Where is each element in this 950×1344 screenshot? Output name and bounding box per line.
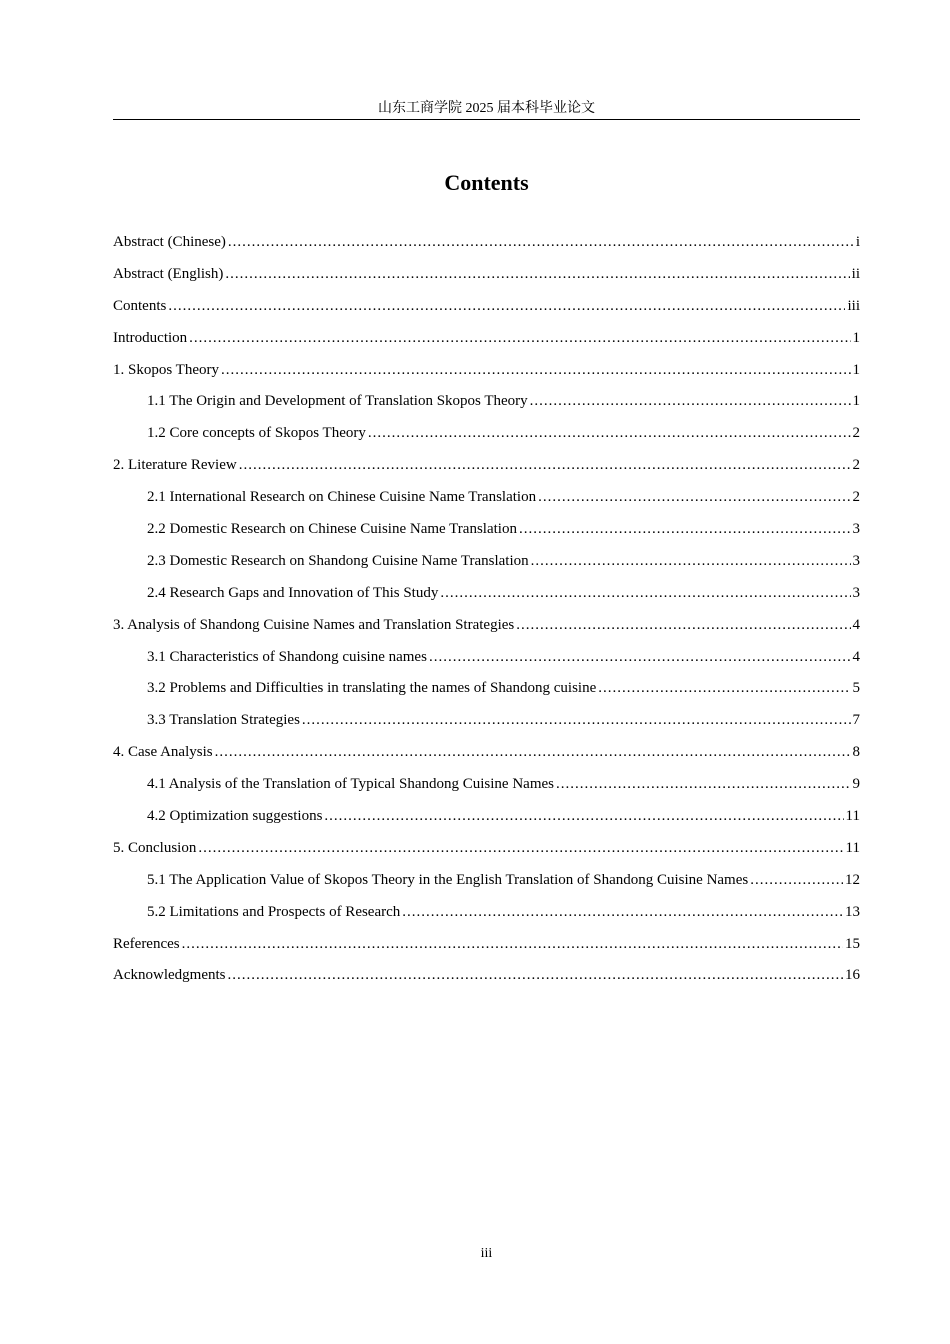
- dot-leader: [530, 389, 851, 413]
- toc-entry-page: 1: [852, 393, 860, 410]
- toc-entry-page: 8: [852, 744, 860, 761]
- toc-entry-introduction[interactable]: [113, 326, 860, 358]
- dot-leader: [221, 358, 851, 382]
- toc-entry-page: 1: [852, 361, 860, 378]
- toc-entry-section-4-1[interactable]: [113, 772, 860, 804]
- table-of-contents: [113, 230, 860, 995]
- dot-leader: [750, 868, 843, 892]
- toc-entry-text: References: [113, 935, 180, 952]
- dot-leader: [302, 708, 851, 732]
- toc-entry-text: 4. Case Analysis: [113, 744, 213, 761]
- toc-entry-abstract-english[interactable]: [113, 262, 860, 294]
- toc-entry-page: 5: [852, 680, 860, 697]
- toc-entry-abstract-chinese[interactable]: [113, 230, 860, 262]
- toc-entry-section-2-2[interactable]: [113, 517, 860, 549]
- dot-leader: [227, 963, 843, 987]
- toc-entry-page: i: [855, 234, 860, 250]
- toc-entry-page: 2: [852, 457, 860, 474]
- toc-entry-text: 5.1 The Application Value of Skopos Theory in the English Translation of Shandong Cuisine Names: [147, 871, 749, 888]
- toc-entry-text: 5.2 Limitations and Prospects of Research: [147, 903, 401, 920]
- toc-entry-section-2-4[interactable]: [113, 581, 860, 613]
- running-header: 山东工商学院 2025 届本科毕业论文: [113, 99, 860, 120]
- toc-entry-page: 3: [852, 521, 860, 538]
- toc-entry-page: 15: [845, 935, 860, 952]
- toc-entry-section-4[interactable]: [113, 740, 860, 772]
- toc-entry-page: 9: [852, 776, 860, 793]
- toc-entry-section-3-1[interactable]: [113, 645, 860, 677]
- toc-entry-section-1-2[interactable]: [113, 421, 860, 453]
- dot-leader: [556, 772, 851, 796]
- toc-entry-page: 4: [852, 648, 860, 665]
- toc-entry-page: 12: [845, 871, 860, 888]
- toc-entry-text: Abstract (Chinese): [113, 234, 226, 250]
- toc-entry-text: 2.4 Research Gaps and Innovation of This Study: [147, 584, 439, 601]
- dot-leader: [225, 262, 849, 286]
- toc-entry-section-5-2[interactable]: [113, 900, 860, 932]
- toc-entry-section-3-2[interactable]: [113, 676, 860, 708]
- dot-leader: [519, 517, 851, 541]
- dot-leader: [368, 421, 851, 445]
- toc-entry-page: 11: [845, 839, 860, 856]
- toc-entry-text: 1.2 Core concepts of Skopos Theory: [147, 425, 366, 442]
- dot-leader: [440, 581, 850, 605]
- toc-entry-page: ii: [851, 265, 860, 282]
- toc-entry-text: 3.2 Problems and Difficulties in translating the names of Shandong cuisine: [147, 680, 597, 697]
- toc-entry-page: 2: [852, 425, 860, 442]
- dot-leader: [168, 294, 845, 318]
- dot-leader: [402, 900, 843, 924]
- dot-leader: [531, 549, 851, 573]
- dot-leader: [189, 326, 850, 350]
- toc-entry-section-5[interactable]: [113, 836, 860, 868]
- dot-leader: [324, 804, 843, 828]
- dot-leader: [182, 932, 843, 956]
- toc-entry-page: 4: [852, 616, 860, 633]
- page-number: iii: [480, 1246, 493, 1261]
- dot-leader: [598, 676, 850, 700]
- toc-entry-section-3-3[interactable]: [113, 708, 860, 740]
- dot-leader: [429, 645, 851, 669]
- toc-entry-text: 2.3 Domestic Research on Shandong Cuisine Name Translation: [147, 552, 529, 569]
- toc-entry-section-4-2[interactable]: [113, 804, 860, 836]
- dot-leader: [215, 740, 851, 764]
- toc-entry-text: Abstract (English): [113, 265, 224, 282]
- dot-leader: [239, 453, 851, 477]
- toc-entry-section-1[interactable]: [113, 358, 860, 390]
- toc-entry-section-5-1[interactable]: [113, 868, 860, 900]
- toc-entry-section-2-1[interactable]: [113, 485, 860, 517]
- dot-leader: [538, 485, 850, 509]
- toc-entry-text: 1. Skopos Theory: [113, 361, 219, 378]
- toc-entry-section-1-1[interactable]: [113, 389, 860, 421]
- dot-leader: [228, 230, 854, 254]
- toc-entry-references[interactable]: [113, 932, 860, 964]
- toc-entry-page: 16: [845, 967, 860, 984]
- toc-entry-text: Introduction: [113, 329, 188, 346]
- toc-entry-page: 2: [852, 489, 860, 506]
- toc-entry-text: 4.2 Optimization suggestions: [147, 808, 323, 825]
- toc-entry-text: Acknowledgments: [113, 967, 226, 984]
- toc-entry-page: 3: [852, 552, 860, 569]
- toc-entry-section-3[interactable]: [113, 613, 860, 645]
- toc-entry-page: 11: [845, 808, 860, 825]
- toc-entry-text: 3. Analysis of Shandong Cuisine Names and Translation Strategies: [113, 616, 515, 633]
- toc-entry-text: 4.1 Analysis of the Translation of Typical Shandong Cuisine Names: [147, 776, 554, 793]
- toc-entry-section-2-3[interactable]: [113, 549, 860, 581]
- toc-entry-text: Contents: [113, 297, 167, 314]
- dot-leader: [198, 836, 843, 860]
- toc-entry-page: iii: [847, 297, 860, 314]
- toc-entry-page: 3: [852, 584, 860, 601]
- toc-entry-section-2[interactable]: [113, 453, 860, 485]
- toc-entry-text: 2.2 Domestic Research on Chinese Cuisine Name Translation: [147, 521, 517, 538]
- toc-entry-text: 5. Conclusion: [113, 839, 197, 856]
- toc-entry-text: 1.1 The Origin and Development of Translation Skopos Theory: [147, 393, 528, 410]
- toc-entry-acknowledgments[interactable]: [113, 963, 860, 995]
- toc-entry-page: 1: [852, 329, 860, 346]
- toc-entry-text: 2. Literature Review: [113, 457, 237, 474]
- toc-entry-text: 3.3 Translation Strategies: [147, 712, 300, 729]
- toc-entry-text: 2.1 International Research on Chinese Cuisine Name Translation: [147, 489, 537, 506]
- toc-entry-page: 7: [852, 712, 860, 729]
- toc-entry-text: 3.1 Characteristics of Shandong cuisine names: [147, 648, 427, 665]
- toc-entry-contents[interactable]: [113, 294, 860, 326]
- toc-entry-page: 13: [845, 903, 860, 920]
- page-title: Contents: [444, 170, 529, 195]
- dot-leader: [516, 613, 850, 637]
